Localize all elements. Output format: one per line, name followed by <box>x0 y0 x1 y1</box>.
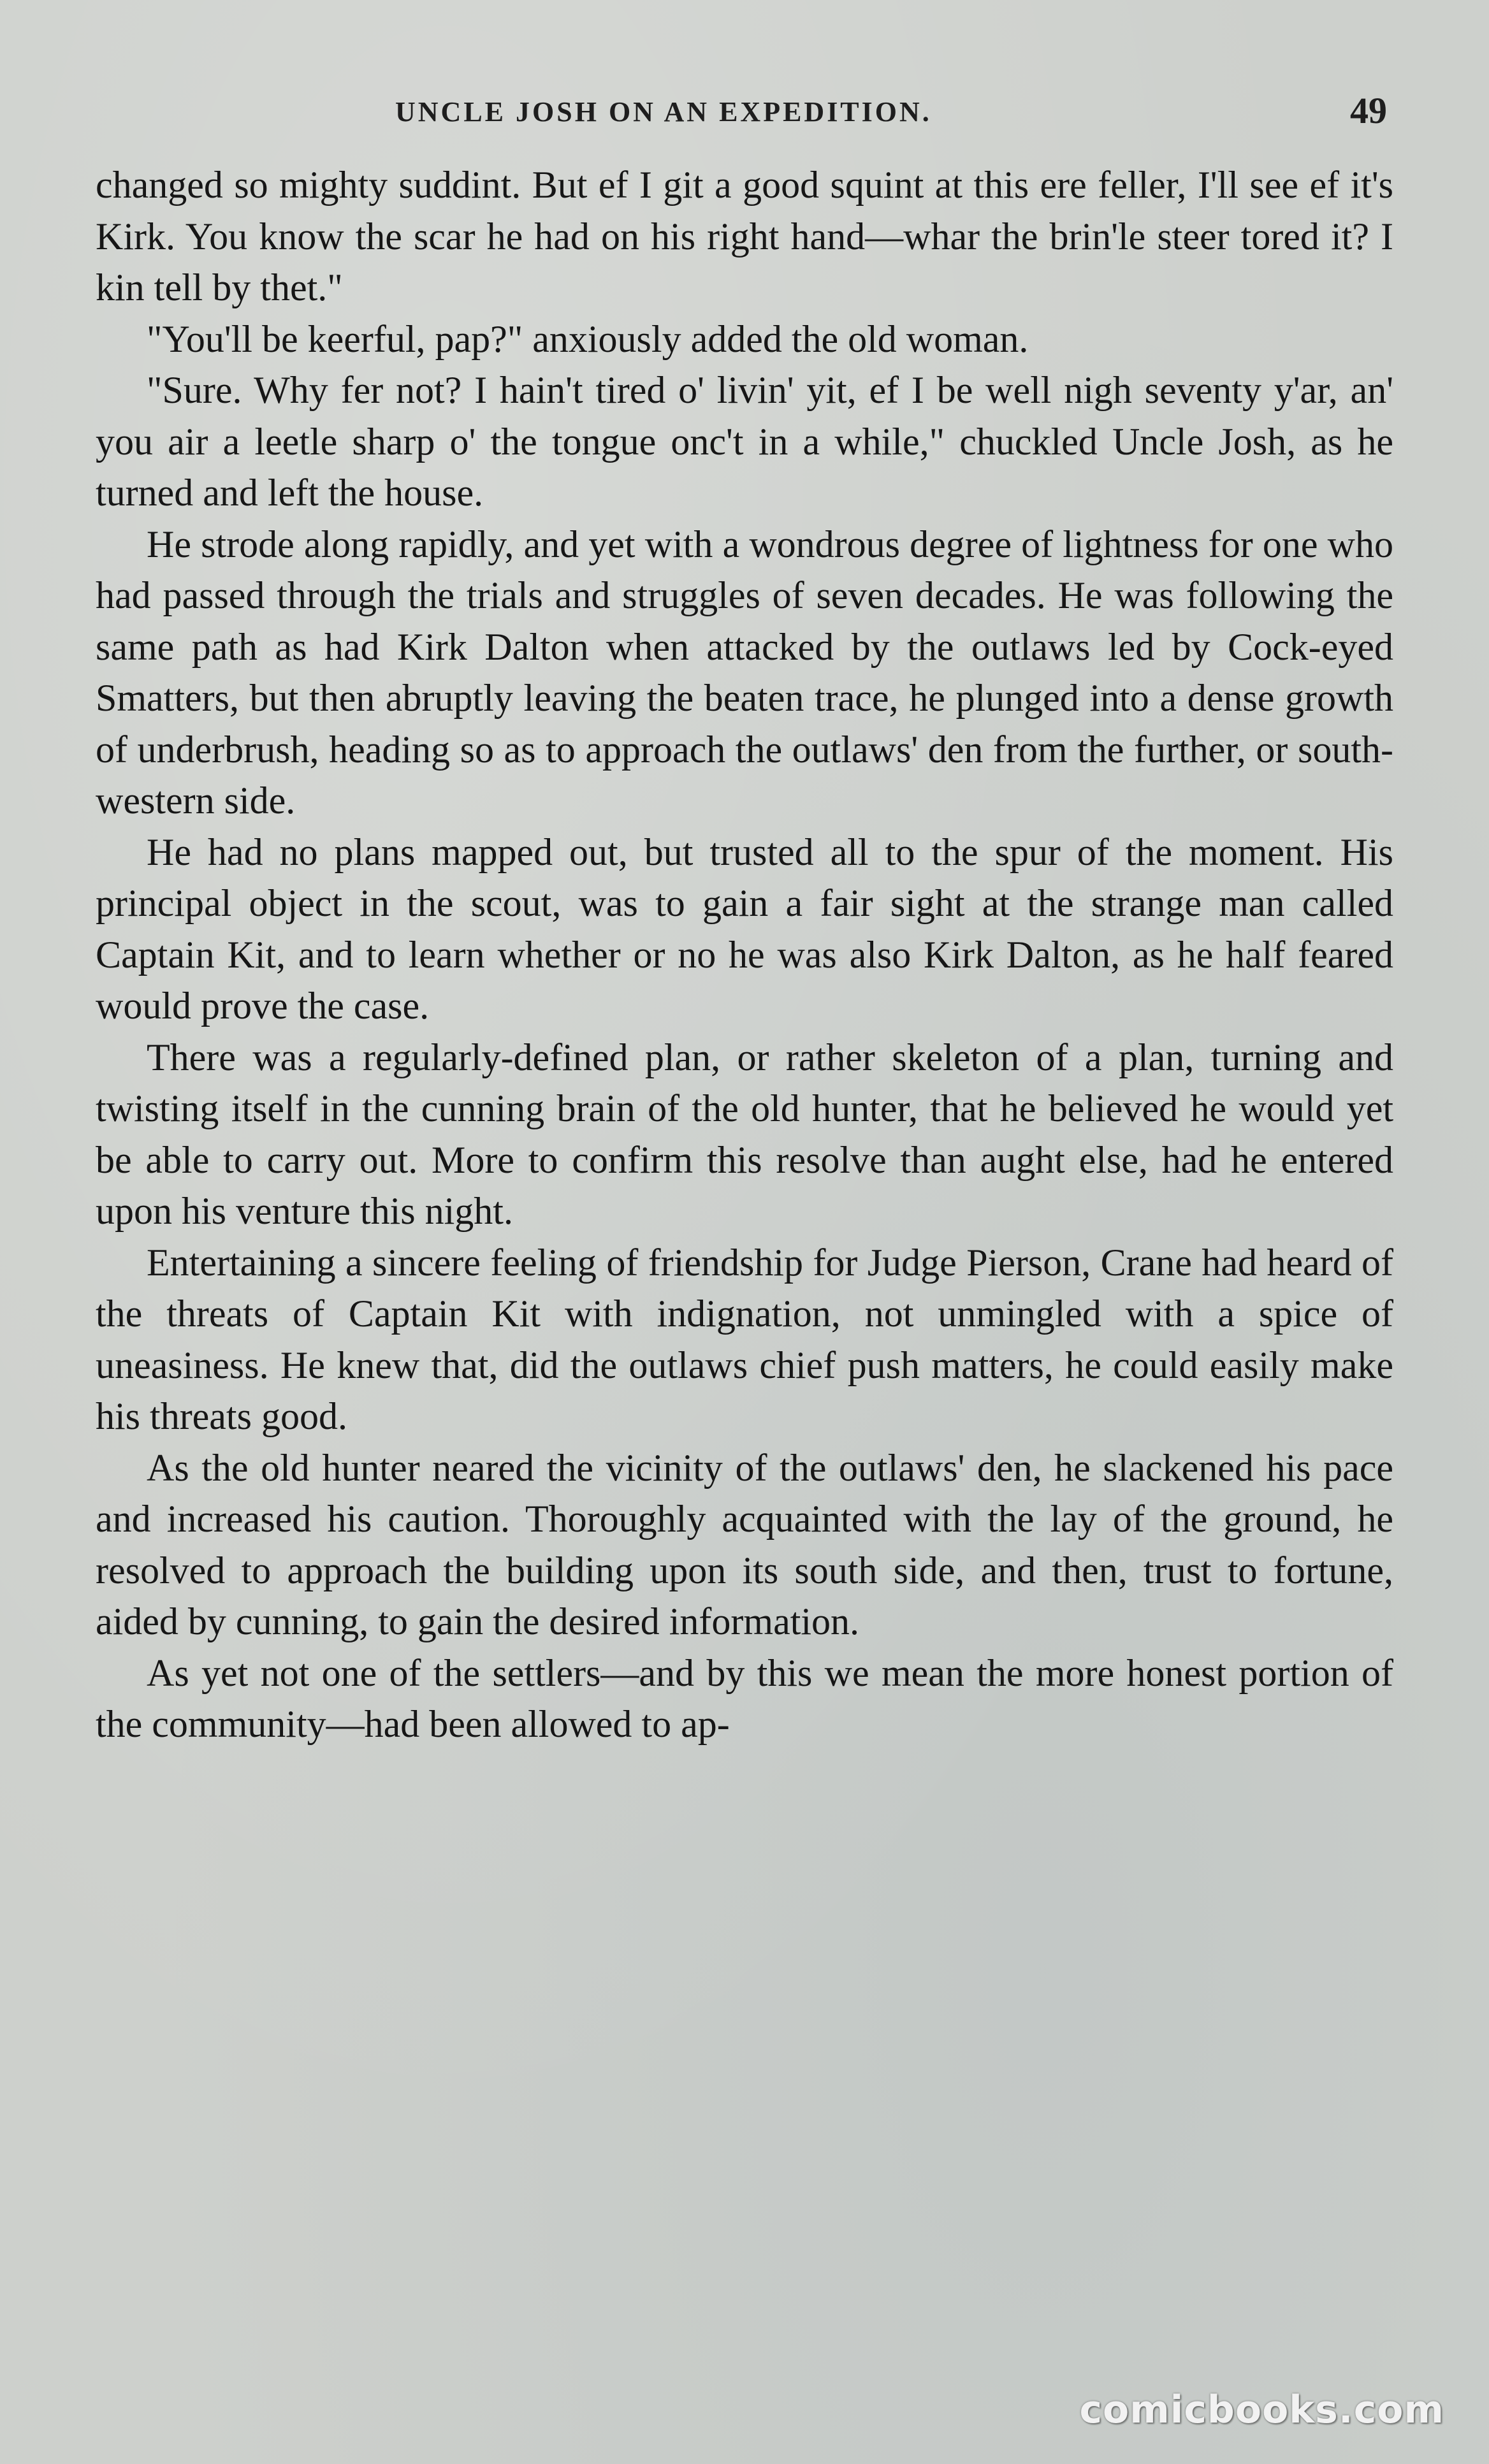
page-number: 49 <box>1350 90 1387 131</box>
paragraph: As yet not one of the settlers—and by this we mean the more honest portion of the community—had been allowed to ap- <box>96 1651 1393 1745</box>
running-head: UNCLE JOSH ON AN EXPEDITION. <box>395 96 932 127</box>
paragraph: changed so mighty suddint. But ef I git a good squint at this ere feller, I'll see ef it's Kirk. You know the scar he had on his right hand—whar the brin'le steer tored it? I kin tell by thet." <box>96 164 1393 308</box>
paragraph: "Sure. Why fer not? I hain't tired o' livin' yit, ef I be well nigh seventy y'ar, an' you air a leetle sharp o' the tongue onc't in a while," chuckled Uncle Josh, as he turned and left the house. <box>96 369 1393 514</box>
paragraph: He strode along rapidly, and yet with a wondrous degree of lightness for one who had passed through the trials and struggles of seven decades. He was following the same path as had Kirk Dalton when attacked by the outlaws led by Cock-eyed Smatters, but then abruptly leaving the beaten trace, he plunged into a dense growth of underbrush, heading so as to approach the outlaws' den from the further, or south-western side. <box>96 523 1393 822</box>
watermark: comicbooks.com <box>1079 2388 1444 2432</box>
paragraph: As the old hunter neared the vicinity of the outlaws' den, he slackened his pace and increased his caution. Thoroughly acquainted with the lay of the ground, he resolved to approach the building upon its south side, and then, trust to fortune, aided by cunning, to gain the desired information. <box>96 1446 1393 1642</box>
page-header <box>96 89 1393 147</box>
paragraph: There was a regularly-defined plan, or rather skeleton of a plan, turning and twisting itself in the cunning brain of the old hunter, that he believed he would yet be able to carry out. More to confirm this resolve than aught else, had he entered upon his venture this night. <box>96 1036 1393 1232</box>
paragraph: He had no plans mapped out, but trusted all to the spur of the moment. His principal object in the scout, was to gain a fair sight at the strange man called Captain Kit, and to learn whether or no he was also Kirk Dalton, as he half feared would prove the case. <box>96 830 1393 1027</box>
paragraph: Entertaining a sincere feeling of friendship for Judge Pierson, Crane had heard of the threats of Captain Kit with indignation, not unmingled with a spice of uneasiness. He knew that, did the outlaws chief push matters, he could easily make his threats good. <box>96 1241 1393 1437</box>
paragraph: "You'll be keerful, pap?" anxiously added the old woman. <box>147 317 1029 360</box>
body-text <box>96 159 1393 1750</box>
